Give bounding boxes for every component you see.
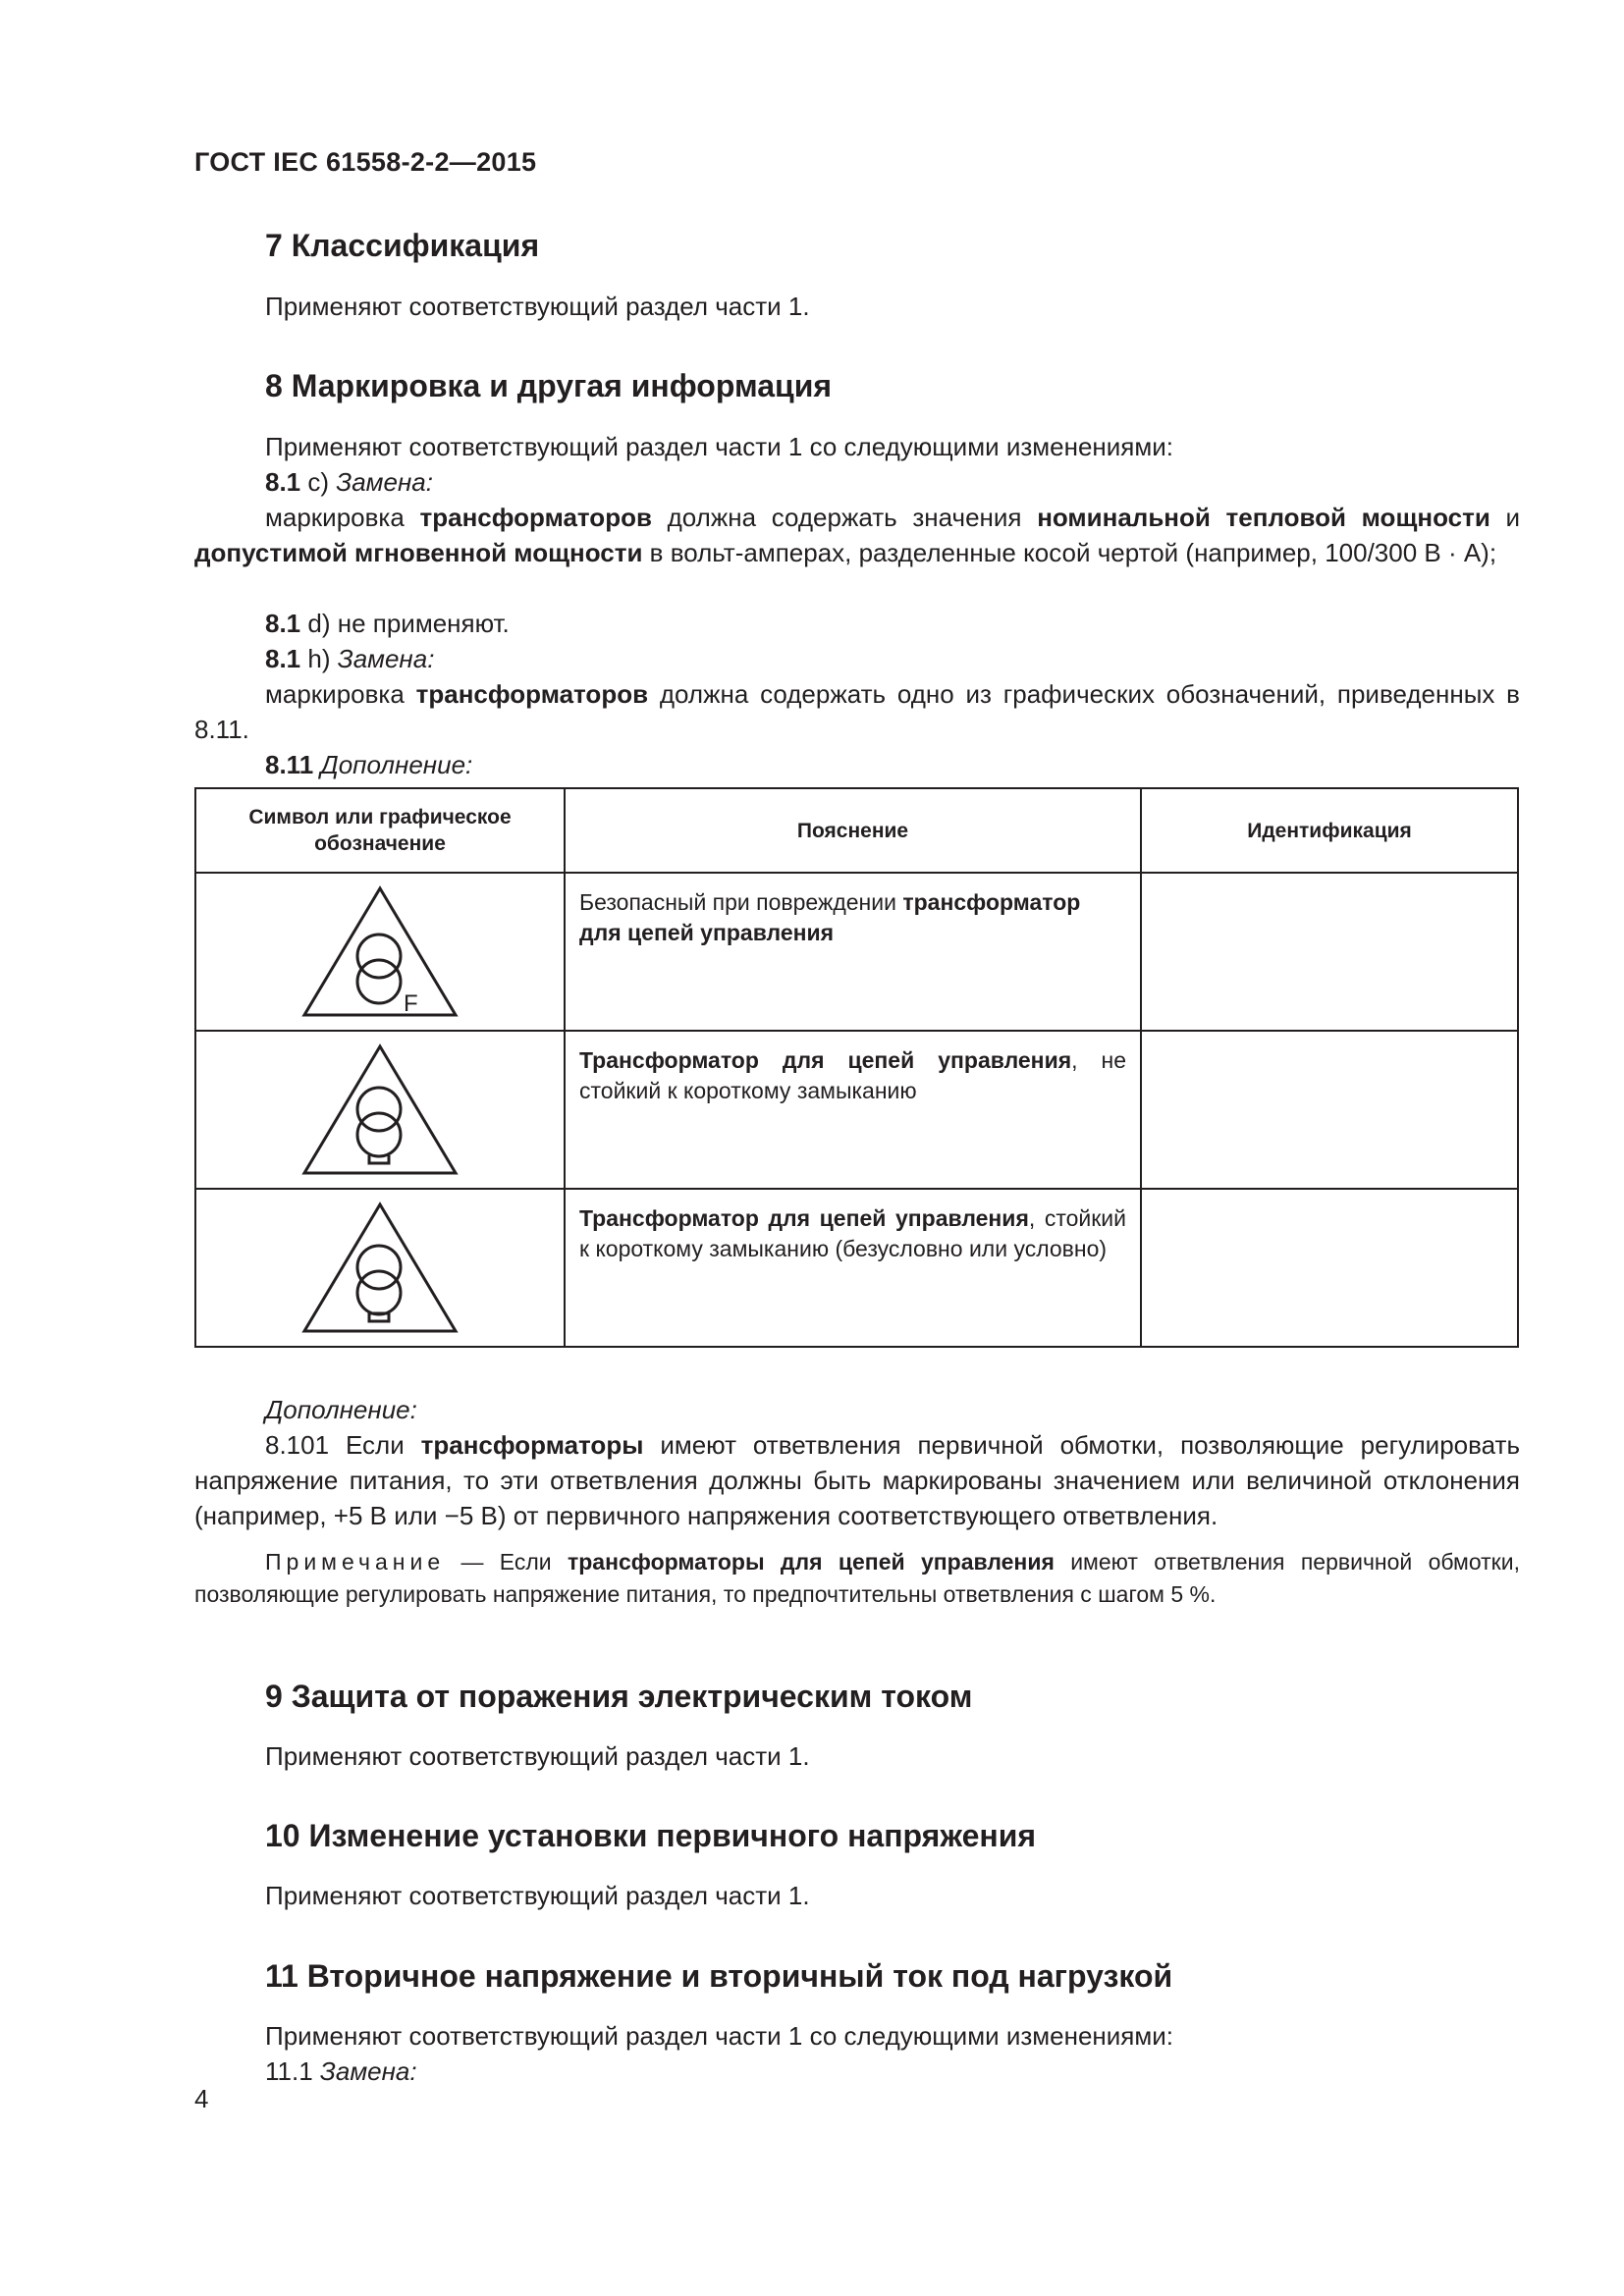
non-short-circuit-proof-transformer-icon xyxy=(301,1043,459,1176)
section-7-text: Применяют соответствующий раздел части 1. xyxy=(265,292,810,321)
header-symbol: Символ или графическое обозначение xyxy=(195,788,565,873)
note-paragraph: Примечание — Если трансформаторы для цепей управления имеют ответвления первичной обмотки, позволяющие регулировать напряжение питания, то предпочтительны ответвления с шагом 5 %. xyxy=(194,1549,1520,1607)
symbol-letter: F xyxy=(404,990,418,1017)
identification-cell xyxy=(1141,1189,1518,1347)
header-explanation: Пояснение xyxy=(565,788,1141,873)
identification-cell xyxy=(1141,873,1518,1031)
section-8-title: 8 Маркировка и другая информация xyxy=(265,368,833,403)
table-row xyxy=(195,1189,1518,1347)
clause-8-1-h: 8.1 h) Замена: xyxy=(265,644,435,673)
symbol-cell xyxy=(195,1189,565,1347)
table-row xyxy=(195,1031,1518,1189)
symbols-table xyxy=(194,787,1519,1348)
clause-8-101-paragraph: 8.101 Если трансформаторы имеют ответвления первичной обмотки, позволяющие регулировать напряжение питания, то эти ответвления должны быть маркированы значением или величиной отклонения (например, +5 В или −5 В) от первичного напряжения соответствующего ответвления. xyxy=(194,1430,1520,1530)
section-9-title: 9 Защита от поражения электрическим током xyxy=(265,1679,973,1714)
section-9-text: Применяют соответствующий раздел части 1. xyxy=(265,1741,810,1771)
explanation-cell: Трансформатор для цепей управления, стойкий к короткому замыканию (безусловно или условно) xyxy=(565,1189,1141,1347)
short-circuit-proof-transformer-icon xyxy=(301,1201,459,1334)
explanation-cell: Безопасный при повреждении трансформатор для цепей управления xyxy=(565,873,1141,1031)
clause-8-1-c: 8.1 c) Замена: xyxy=(265,467,433,497)
symbol-cell xyxy=(195,873,565,1031)
section-11-title: 11 Вторичное напряжение и вторичный ток под нагрузкой xyxy=(265,1958,1173,1994)
symbol-cell xyxy=(195,1031,565,1189)
section-11-text: Применяют соответствующий раздел части 1 со следующими изменениями: xyxy=(265,2021,1174,2051)
clause-8-11: 8.11 Дополнение: xyxy=(265,750,473,779)
identification-cell xyxy=(1141,1031,1518,1189)
table-row xyxy=(195,873,1518,1031)
clause-11-1: 11.1 Замена: xyxy=(265,2056,417,2086)
header-identification: Идентификация xyxy=(1141,788,1518,873)
addition-label: Дополнение: xyxy=(265,1395,417,1424)
fail-safe-transformer-icon xyxy=(301,885,459,1018)
document-id: ГОСТ IEC 61558-2-2—2015 xyxy=(194,147,537,177)
clause-8-1-d: 8.1 d) не применяют. xyxy=(265,609,510,638)
section-10-text: Применяют соответствующий раздел части 1. xyxy=(265,1881,810,1910)
marking-paragraph-1: маркировка трансформаторов должна содержать значения номинальной тепловой мощности и допустимой мгновенной мощности в вольт-амперах, разделенные косой чертой (например, 100/300 В · А); xyxy=(194,503,1521,567)
page-number: 4 xyxy=(194,2084,209,2113)
section-10-title: 10 Изменение установки первичного напряжения xyxy=(265,1818,1037,1853)
explanation-cell: Трансформатор для цепей управления, не стойкий к короткому замыканию xyxy=(565,1031,1141,1189)
section-8-intro: Применяют соответствующий раздел части 1 со следующими изменениями: xyxy=(265,432,1174,461)
marking-paragraph-2: маркировка трансформаторов должна содержать одно из графических обозначений, приведенных в 8.11. xyxy=(194,679,1520,744)
table-header-row xyxy=(195,788,1518,873)
section-7-title: 7 Классификация xyxy=(265,228,540,263)
